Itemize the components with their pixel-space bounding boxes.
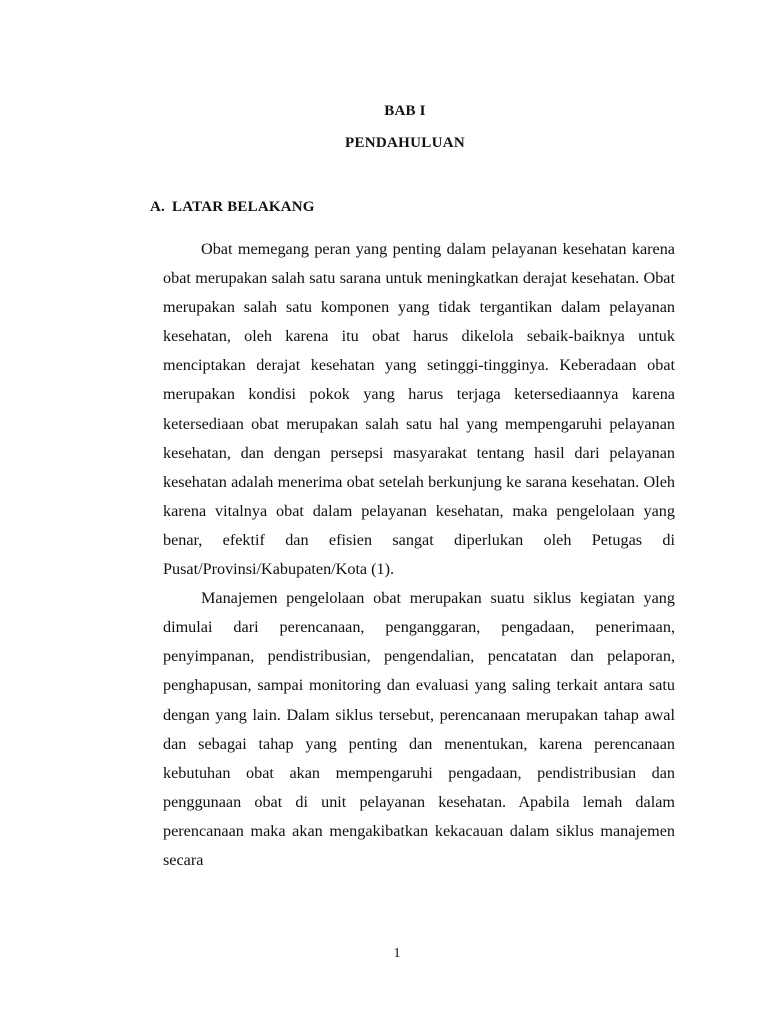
body-text — [163, 235, 675, 875]
paragraph: Manajemen pengelolaan obat merupakan suatu siklus kegiatan yang dimulai dari perencanaan, penganggaran, pengadaan, penerimaan, penyimpanan, pendistribusian, pengendalian, pencatatan dan pelaporan, penghapusan, sampai monitoring dan evaluasi yang saling terkait antara satu dengan yang lain. Dalam siklus tersebut, perencanaan merupakan tahap awal dan sebagai tahap yang penting dan menentukan, karena perencanaan kebutuhan obat akan mempengaruhi pengadaan, pendistribusian dan penggunaan obat di unit pelayanan kesehatan. Apabila lemah dalam perencanaan maka akan mengakibatkan kekacauan dalam siklus manajemen secara — [163, 589, 675, 869]
section-heading — [150, 199, 315, 216]
chapter-number: BAB I — [384, 103, 426, 119]
page-number: 1 — [393, 946, 401, 961]
paragraph: Obat memegang peran yang penting dalam pelayanan kesehatan karena obat merupakan salah satu sarana untuk meningkatkan derajat kesehatan. Obat merupakan salah satu komponen yang tidak tergantikan dalam pelayanan kesehatan, oleh karena itu obat harus dikelola sebaik-baiknya untuk menciptakan derajat kesehatan yang setinggi-tingginya. Keberadaan obat merupakan kondisi pokok yang harus terjaga ketersediaannya karena ketersediaan obat merupakan salah satu hal yang mempengaruhi pelayanan kesehatan, dan dengan persepsi masyarakat tentang hasil dari pelayanan kesehatan adalah menerima obat setelah berkunjung ke sarana kesehatan. Oleh karena vitalnya obat dalam pelayanan kesehatan, maka pengelolaan yang benar, efektif dan efisien sangat diperlukan oleh Petugas di Pusat/Provinsi/Kabupaten/Kota (1). — [163, 240, 675, 579]
section-title: LATAR BELAKANG — [172, 199, 315, 215]
section-marker: A. — [150, 199, 165, 215]
chapter-title: PENDAHULUAN — [345, 135, 465, 151]
